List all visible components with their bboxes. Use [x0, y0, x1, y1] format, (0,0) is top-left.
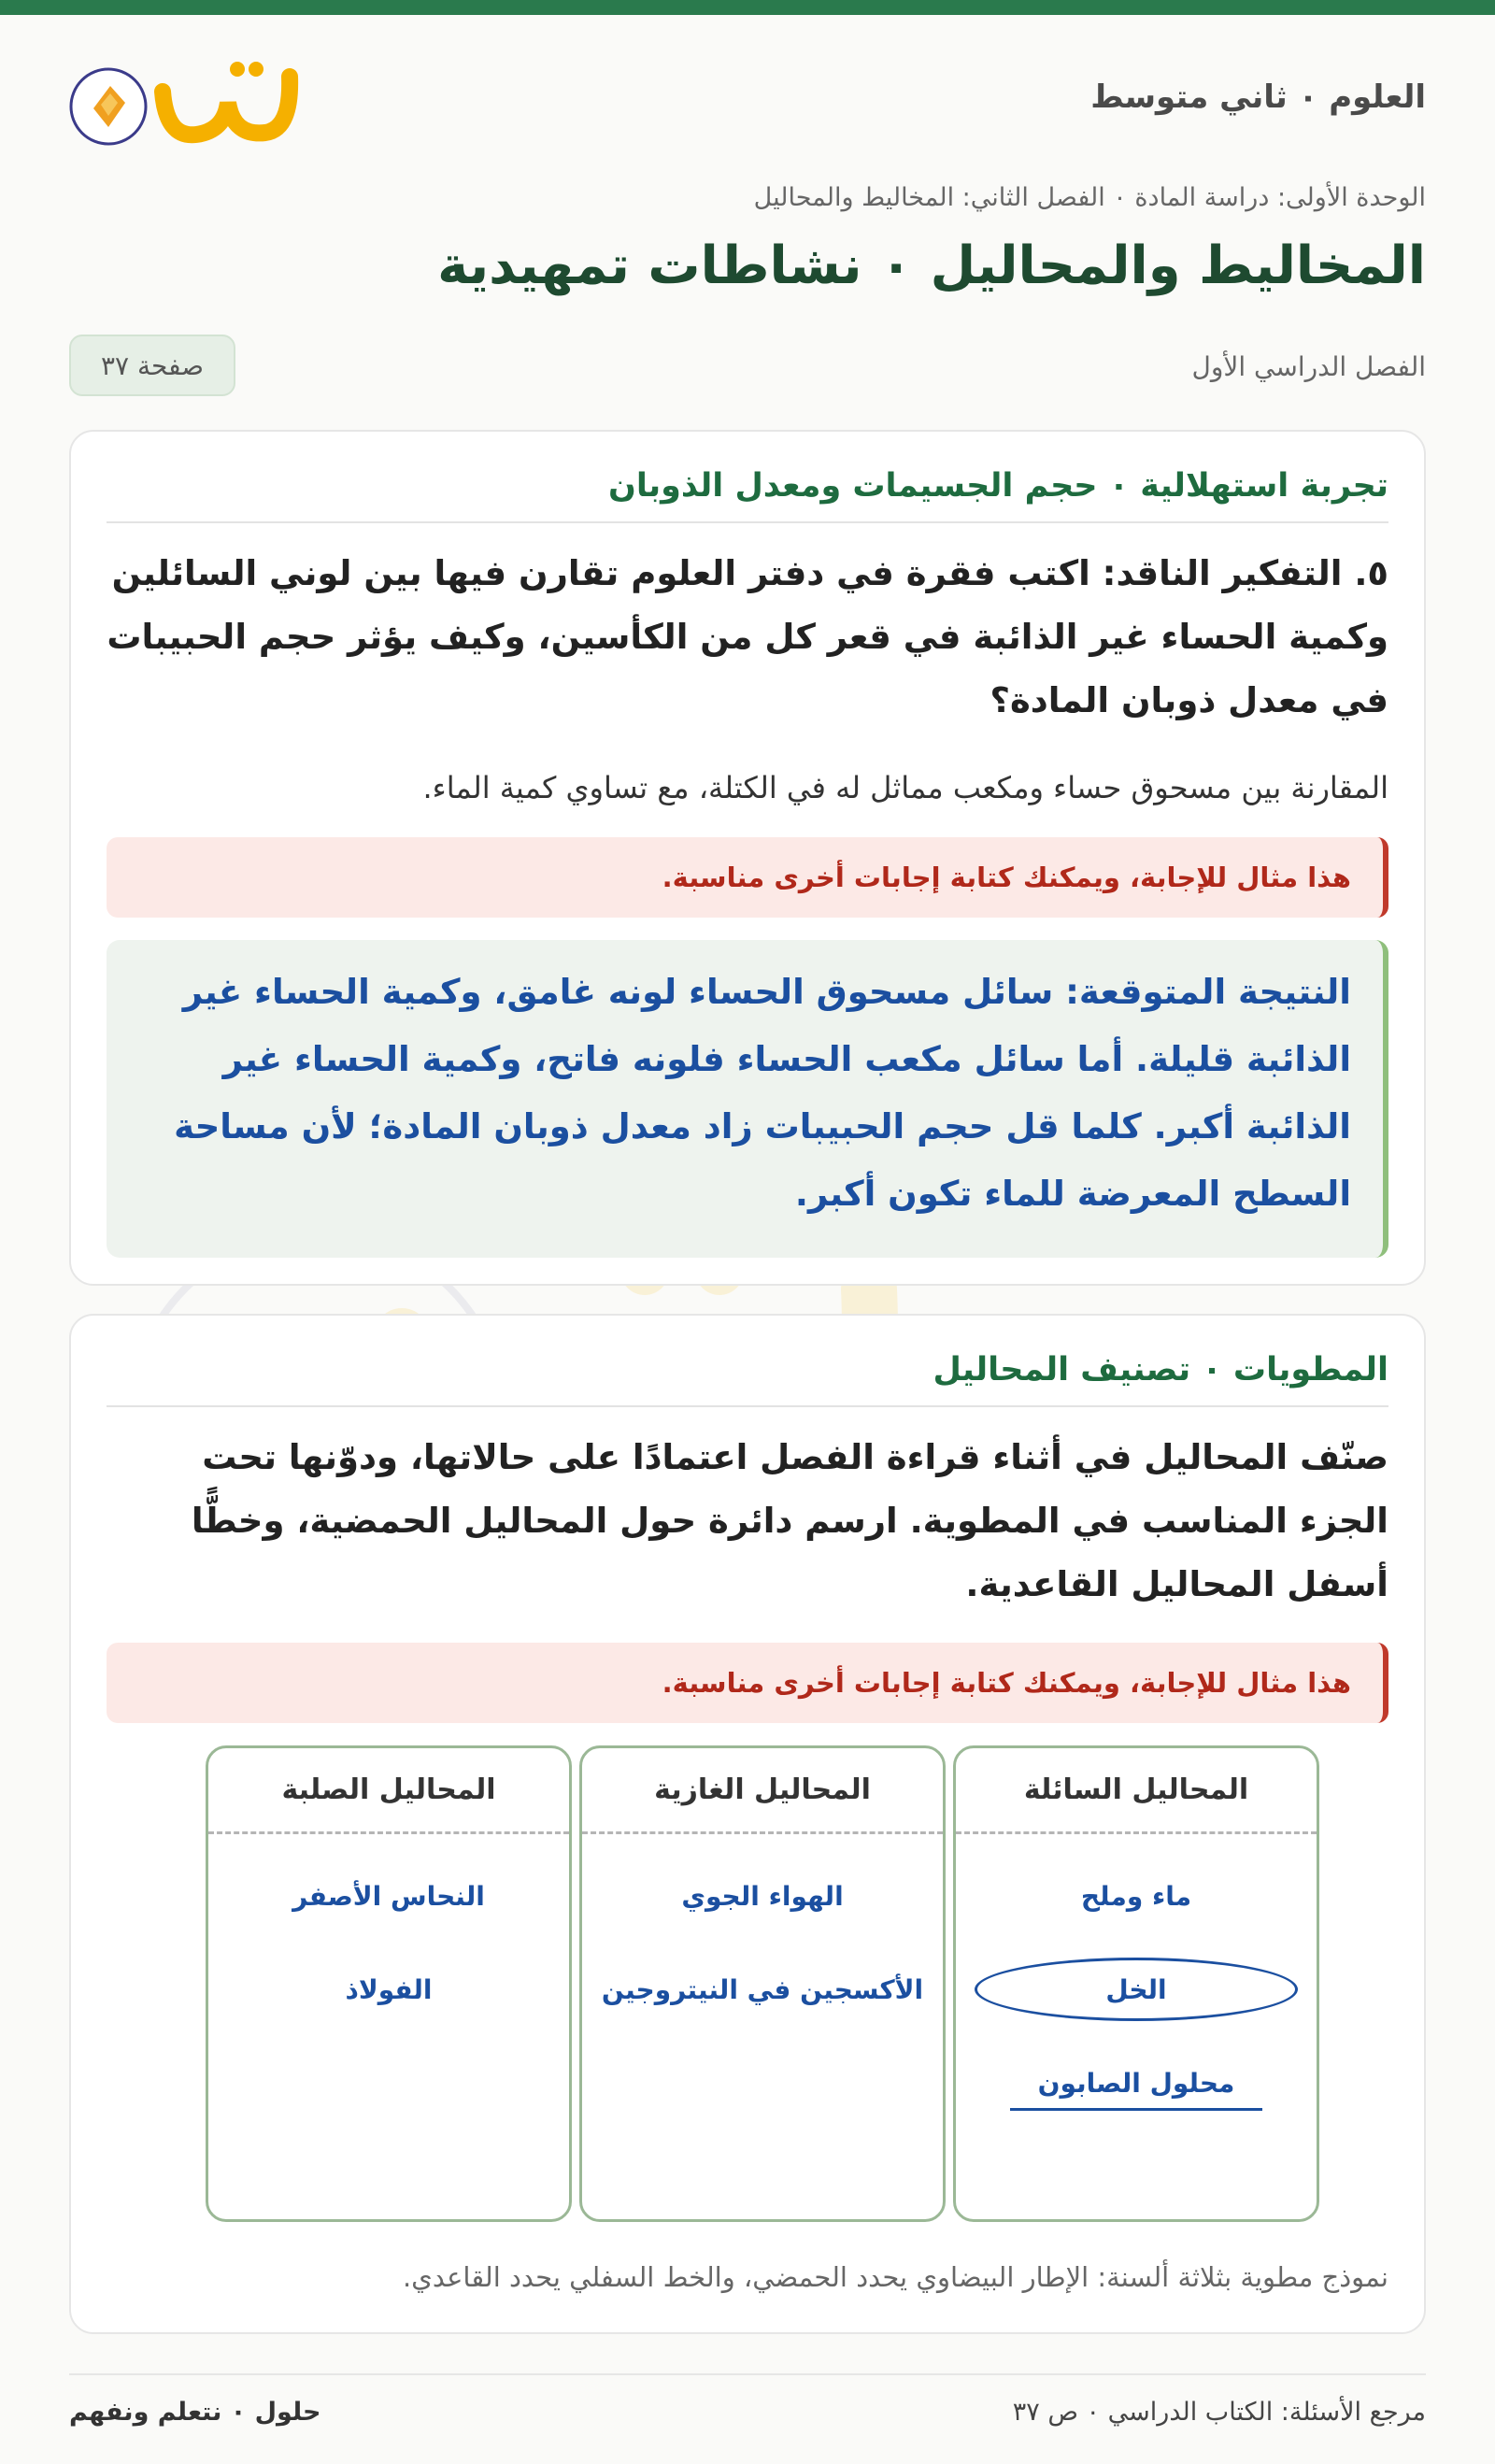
- answer-note-text: هذا مثال للإجابة، ويمكنك كتابة إجابات أخرى مناسبة.: [662, 862, 1351, 893]
- foldable-tab-gas: [579, 1745, 946, 2222]
- solution-item: ماء وملح: [1080, 1880, 1192, 1912]
- answer-note-text: هذا مثال للإجابة، ويمكنك كتابة إجابات أخرى مناسبة.: [662, 1667, 1351, 1699]
- footer-divider: [69, 2373, 1426, 2375]
- answer-box: النتيجة المتوقعة: سائل مسحوق الحساء لونه غامق، وكمية الحساء غير الذائبة قليلة. أما سائل مكعب الحساء فلونه فاتح، وكمية الحساء غير الذائبة أكبر. كلما قل حجم الحبيبات زاد معدل ذوبان المادة؛ لأن مساحة السطح المعرضة للماء تكون أكبر.: [107, 940, 1388, 1258]
- foldable-caption: نموذج مطوية بثلاثة ألسنة: الإطار البيضاوي يحدد الحمضي، والخط السفلي يحدد القاعدي.: [402, 2261, 1388, 2293]
- acidic-solution-item: الخل: [975, 1958, 1298, 2021]
- semester-label: الفصل الدراسي الأول: [1191, 351, 1426, 382]
- question-text: ٥. التفكير الناقد: اكتب فقرة في دفتر العلوم تقارن فيها بين لوني السائلين وكمية الحساء غير الذائبة في قعر كل من الكأسين، وكيف يؤثر حجم الحبيبات في معدل ذوبان المادة؟: [107, 553, 1388, 720]
- page-title: المخاليط والمحاليل ٠ نشاطات تمهيدية: [437, 235, 1426, 296]
- top-accent-bar: [0, 0, 1495, 15]
- answer-note: [107, 837, 1388, 918]
- footer-reference: مرجع الأسئلة: الكتاب الدراسي ٠ ص ٣٧: [1012, 2398, 1426, 2427]
- foldable-tab-header: المحاليل الغازية: [582, 1748, 943, 1834]
- basic-solution-item: محلول الصابون: [956, 2055, 1317, 2111]
- foldable-tab-liquid: [953, 1745, 1319, 2222]
- foldables-card: [69, 1314, 1426, 2334]
- comparison-text: المقارنة بين مسحوق حساء ومكعب مماثل له في الكتلة، مع تساوي كمية الماء.: [422, 770, 1388, 805]
- solution-item: الفولاذ: [345, 1973, 433, 2005]
- question-text: صنّف المحاليل في أثناء قراءة الفصل اعتمادًا على حالاتها، ودوّنها تحت الجزء المناسب في المطوية. ارسم دائرة حول المحاليل الحمضية، وخطًّا أسفل المحاليل القاعدية.: [191, 1437, 1388, 1604]
- hulul-logo[interactable]: [69, 54, 321, 157]
- footer-brand: حلول ٠ نتعلم ونفهم: [69, 2398, 321, 2427]
- answer-note: [107, 1643, 1388, 1723]
- solution-item: الهواء الجوي: [681, 1880, 844, 1912]
- breadcrumb: الوحدة الأولى: دراسة المادة ٠ الفصل الثاني: المخاليط والمحاليل: [753, 183, 1426, 212]
- foldable-tab-header: المحاليل الصلبة: [208, 1748, 569, 1834]
- page-header: [69, 54, 1426, 157]
- foldable-diagram: [191, 1745, 1319, 2222]
- launch-lab-card: [69, 430, 1426, 1286]
- subject-label: العلوم ٠ ثاني متوسط: [1090, 78, 1426, 116]
- solution-item: الأكسجين في النيتروجين: [601, 1973, 924, 2005]
- solution-item: النحاس الأصفر: [292, 1880, 485, 1912]
- section-title: المطويات ٠ تصنيف المحاليل: [107, 1351, 1388, 1407]
- section-title: تجربة استهلالية ٠ حجم الجسيمات ومعدل الذوبان: [107, 467, 1388, 523]
- page-number-badge: صفحة ٣٧: [69, 335, 235, 396]
- foldable-tab-header: المحاليل السائلة: [956, 1748, 1317, 1834]
- foldable-tab-solid: [206, 1745, 572, 2222]
